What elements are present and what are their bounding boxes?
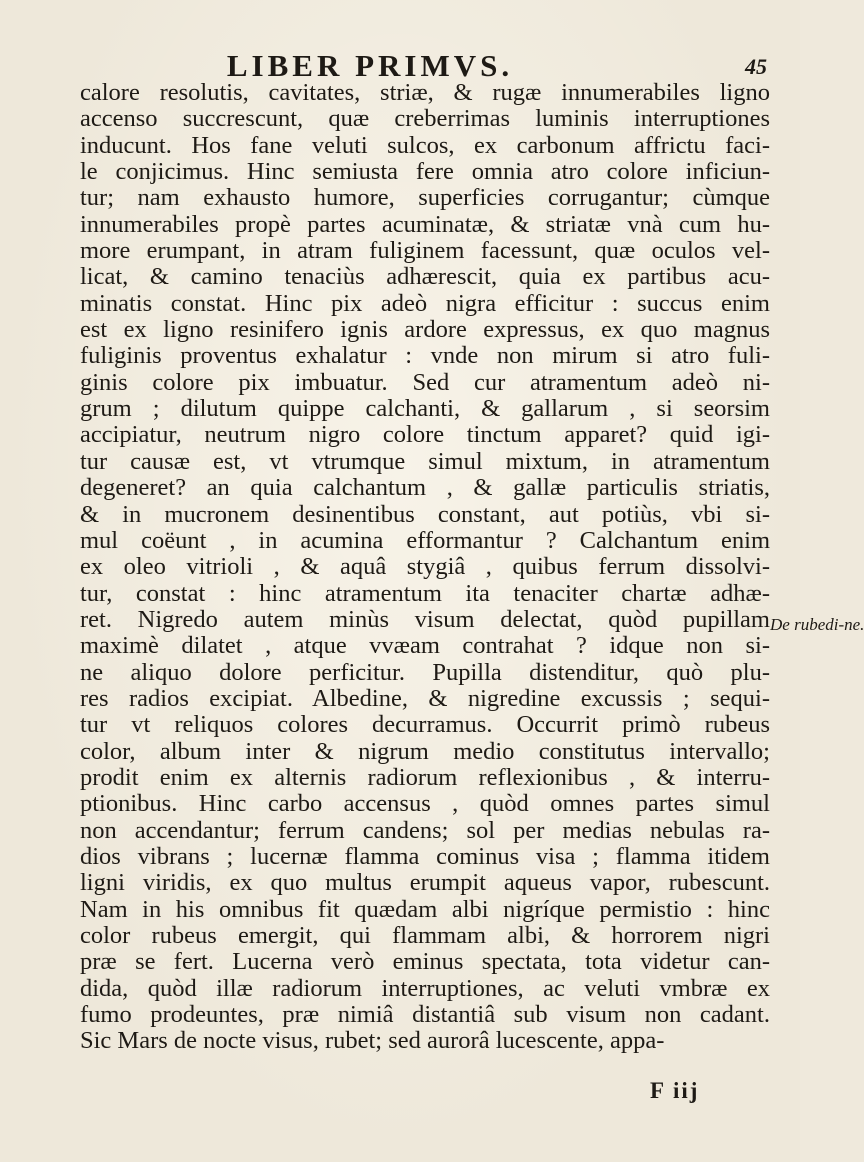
text-line: ptionibus. Hinc carbo accensus , quòd omnes partes simul — [80, 790, 770, 818]
text-line: maximè dilatet , atque vvæam contrahat ? idque non si- — [80, 632, 770, 660]
text-line: dios vibrans ; lucernæ flamma cominus visa ; flamma itidem — [80, 842, 770, 870]
text-line: dida, quòd illæ radiorum interruptiones, ac veluti vmbræ ex — [80, 974, 770, 1002]
text-line: licat, & camino tenaciùs adhærescit, quia ex partibus acu- — [80, 263, 770, 291]
text-line: more erumpant, in atram fuliginem facessunt, quæ oculos vel- — [80, 237, 770, 265]
text-line: calore resolutis, cavitates, striæ, & rugæ innumerabiles ligno — [80, 79, 770, 106]
signature-mark: F iij — [650, 1078, 700, 1103]
text-line: non accendantur; ferrum candens; sol per medias nebulas ra- — [80, 816, 770, 844]
page-number: 45 — [745, 54, 767, 79]
text-line: accipiatur, neutrum nigro colore tinctum apparet? quid igi- — [80, 421, 770, 449]
text-line: præ se fert. Lucerna verò eminus spectata, tota videtur can- — [80, 948, 770, 976]
text-line: fumo prodeuntes, præ nimiâ distantiâ sub visum non cadant. — [80, 1001, 770, 1029]
text-line: ginis colore pix imbuatur. Sed cur atramentum adeò ni- — [80, 368, 770, 396]
text-line: innumerabiles propè partes acuminatæ, & striatæ vnà cum hu- — [80, 210, 770, 238]
text-line: est ex ligno resinifero ignis ardore expressus, ex quo magnus — [80, 316, 770, 344]
text-line: ligni viridis, ex quo multus erumpit aqueus vapor, rubescunt. — [80, 869, 770, 897]
text-line: tur, constat : hinc atramentum ita tenaciter chartæ adhæ- — [80, 579, 770, 607]
marginal-note: De rubedi-ne. — [770, 615, 864, 634]
running-title: LIBER PRIMVS. — [226, 48, 514, 83]
body-text — [80, 80, 770, 1055]
text-line: color rubeus emergit, qui flammam albi, & horrorem nigri — [80, 922, 770, 949]
text-line: grum ; dilutum quippe calchanti, & gallarum , si seorsim — [80, 395, 770, 423]
text-line: degeneret? an quia calchantum , & gallæ particulis striatis, — [80, 474, 770, 502]
text-line: ne aliquo dolore perficitur. Pupilla distenditur, quò plu- — [80, 658, 770, 686]
text-line: minatis constat. Hinc pix adeò nigra efficitur : succus enim — [80, 289, 770, 317]
text-line: ret. Nigredo autem minùs visum delectat, quòd pupillam — [80, 605, 770, 633]
text-line: mul coëunt , in acumina efformantur ? Calchantum enim — [80, 526, 770, 554]
text-line: tur causæ est, vt vtrumque simul mixtum, in atramentum — [80, 447, 770, 475]
text-line: res radios excipiat. Albedine, & nigredine excussis ; sequi- — [80, 684, 770, 712]
text-line: fuliginis proventus exhalatur : vnde non mirum si atro fuli- — [80, 342, 770, 370]
text-line: prodit enim ex alternis radiorum reflexionibus , & interru- — [80, 763, 770, 791]
text-line: tur; nam exhausto humore, superficies corrugantur; cùmque — [80, 184, 770, 212]
text-line: color, album inter & nigrum medio constitutus intervallo; — [80, 737, 770, 765]
text-line: inducunt. Hos fane veluti sulcos, ex carbonum affrictu faci- — [80, 131, 770, 159]
text-line: le conjicimus. Hinc semiusta fere omnia atro colore inficiun- — [80, 158, 770, 186]
text-line: accenso succrescunt, quæ creberrimas luminis interruptiones — [80, 105, 770, 133]
text-line: ex oleo vitrioli , & aquâ stygiâ , quibus ferrum dissolvi- — [80, 553, 770, 581]
text-line: & in mucronem desinentibus constant, aut potiùs, vbi si- — [80, 500, 770, 528]
text-line: Nam in his omnibus fit quædam albi nigríque permistio : hinc — [80, 895, 770, 923]
text-line: Sic Mars de nocte visus, rubet; sed aurorâ lucescente, appa- — [80, 1027, 665, 1055]
text-line: tur vt reliquos colores decurramus. Occurrit primò rubeus — [80, 711, 770, 739]
